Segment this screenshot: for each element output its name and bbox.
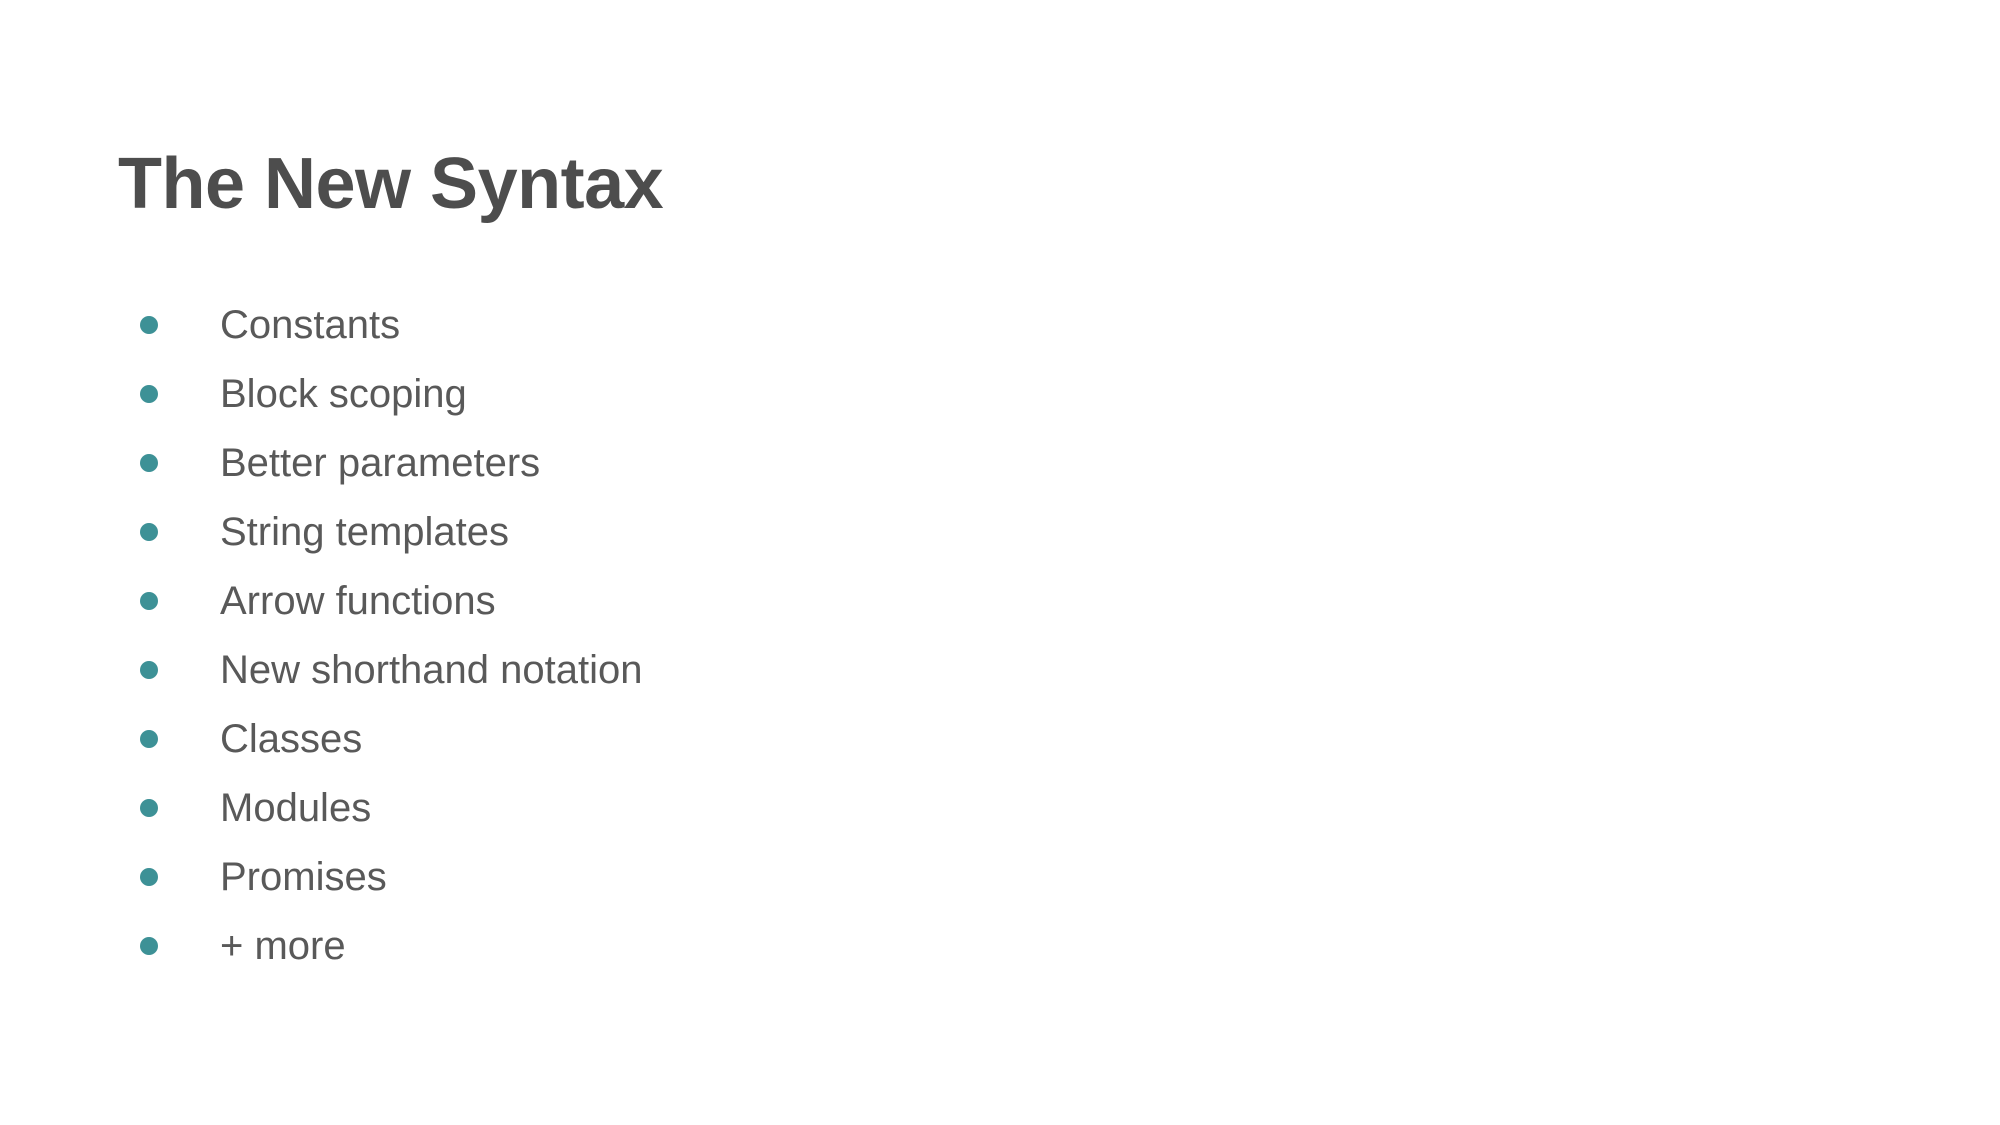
list-item-label: Classes: [220, 716, 363, 761]
list-item: [140, 911, 643, 980]
bullet-list: [140, 290, 643, 980]
list-item-label: String templates: [220, 509, 510, 554]
list-item-label: Constants: [220, 302, 401, 347]
list-item: [140, 566, 643, 635]
list-item: [140, 428, 643, 497]
bullet-dot-icon: [140, 592, 158, 610]
bullet-dot-icon: [140, 868, 158, 886]
list-item: [140, 704, 643, 773]
list-item: [140, 497, 643, 566]
bullet-dot-icon: [140, 730, 158, 748]
bullet-dot-icon: [140, 661, 158, 679]
list-item: [140, 773, 643, 842]
list-item-label: Block scoping: [220, 371, 467, 416]
list-item: [140, 290, 643, 359]
list-item: [140, 842, 643, 911]
bullet-dot-icon: [140, 454, 158, 472]
bullet-dot-icon: [140, 937, 158, 955]
list-item-label: Arrow functions: [220, 578, 496, 623]
bullet-dot-icon: [140, 385, 158, 403]
list-item-label: + more: [220, 923, 346, 968]
list-item: [140, 359, 643, 428]
page-title: The New Syntax: [118, 144, 664, 225]
bullet-dot-icon: [140, 799, 158, 817]
list-item: [140, 635, 643, 704]
bullet-dot-icon: [140, 523, 158, 541]
bullet-dot-icon: [140, 316, 158, 334]
list-item-label: New shorthand notation: [220, 647, 643, 692]
list-item-label: Modules: [220, 785, 372, 830]
list-item-label: Better parameters: [220, 440, 541, 485]
list-item-label: Promises: [220, 854, 387, 899]
